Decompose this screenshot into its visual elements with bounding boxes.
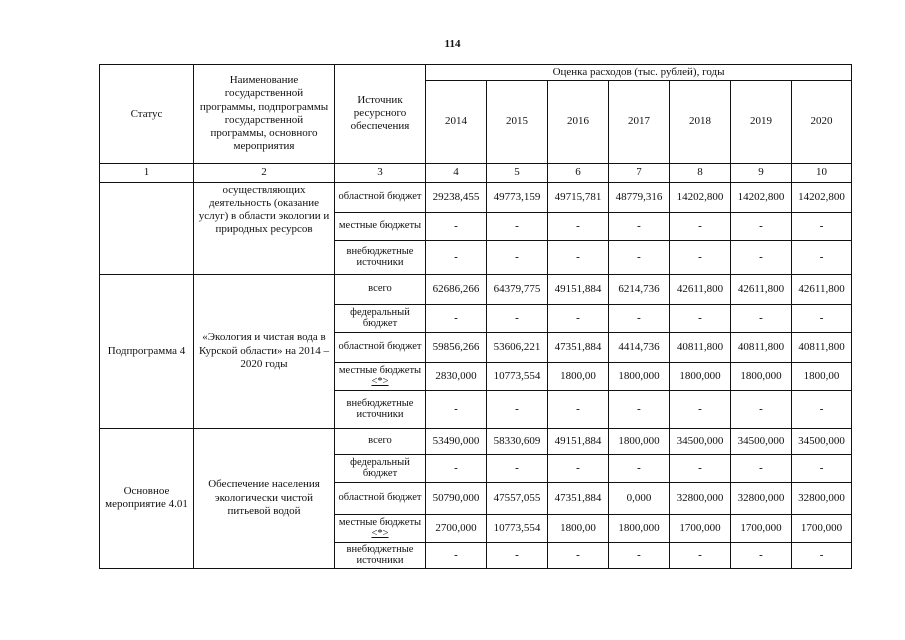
value-cell: - [548, 304, 609, 332]
row-name: осуществляющих деятельность (оказание услуг) в области экологии и природных ресурсов [194, 182, 335, 274]
value-cell: - [609, 304, 670, 332]
budget-table [99, 64, 852, 569]
row-source [335, 454, 426, 482]
value-cell: - [792, 212, 852, 240]
row-source [335, 514, 426, 542]
value-cell: 1800,000 [731, 362, 792, 390]
column-number: 5 [487, 163, 548, 182]
value-cell: 49151,884 [548, 274, 609, 304]
value-cell: - [426, 304, 487, 332]
value-cell: 1700,000 [792, 514, 852, 542]
table-row [100, 274, 852, 304]
value-cell: 32800,000 [731, 482, 792, 514]
value-cell: - [792, 542, 852, 568]
source-label: всего [368, 435, 392, 447]
value-cell: - [487, 542, 548, 568]
value-cell: - [548, 390, 609, 428]
source-label: местные бюджеты [338, 516, 422, 528]
row-name: Обеспечение населения экологически чистой питьевой водой [194, 428, 335, 568]
source-label: федеральный бюджет [350, 306, 410, 330]
row-name: «Экология и чистая вода в Курской области» на 2014 – 2020 годы [194, 274, 335, 428]
value-cell: 34500,000 [731, 428, 792, 454]
value-cell: 2700,000 [426, 514, 487, 542]
value-cell: 58330,609 [487, 428, 548, 454]
column-number: 2 [194, 163, 335, 182]
value-cell: 64379,775 [487, 274, 548, 304]
row-source [335, 274, 426, 304]
source-label: внебюджетные источники [346, 543, 414, 567]
column-number: 9 [731, 163, 792, 182]
row-source [335, 482, 426, 514]
value-cell: - [731, 542, 792, 568]
value-cell: 48779,316 [609, 182, 670, 212]
value-cell: 14202,800 [731, 182, 792, 212]
value-cell: - [426, 240, 487, 274]
source-label: всего [368, 283, 392, 295]
value-cell: 40811,800 [792, 332, 852, 362]
value-cell: 53490,000 [426, 428, 487, 454]
row-source [335, 182, 426, 212]
value-cell: - [609, 240, 670, 274]
column-number: 3 [335, 163, 426, 182]
value-cell: - [426, 212, 487, 240]
page-number: 114 [444, 38, 461, 50]
column-number: 4 [426, 163, 487, 182]
value-cell: 49715,781 [548, 182, 609, 212]
row-source [335, 304, 426, 332]
value-cell: 49151,884 [548, 428, 609, 454]
value-cell: 50790,000 [426, 482, 487, 514]
header-name: Наименование государственной программы, подпрограммы государственной программы, основного мероприятия [194, 65, 335, 164]
value-cell: - [670, 542, 731, 568]
value-cell: 53606,221 [487, 332, 548, 362]
value-cell: - [426, 542, 487, 568]
value-cell: - [426, 390, 487, 428]
source-label: областной бюджет [338, 191, 422, 203]
value-cell: - [487, 390, 548, 428]
value-cell: - [731, 304, 792, 332]
value-cell: 6214,736 [609, 274, 670, 304]
table-row [100, 428, 852, 454]
header-source: Источник ресурсного обеспечения [335, 65, 426, 164]
footnote-link[interactable]: <*> [371, 376, 389, 388]
value-cell: 40811,800 [731, 332, 792, 362]
header-year: 2020 [792, 80, 852, 163]
value-cell: - [548, 240, 609, 274]
source-label: областной бюджет [338, 341, 422, 353]
value-cell: - [670, 240, 731, 274]
value-cell: 0,000 [609, 482, 670, 514]
value-cell: 34500,000 [792, 428, 852, 454]
value-cell: 1700,000 [731, 514, 792, 542]
row-source [335, 428, 426, 454]
value-cell: 34500,000 [670, 428, 731, 454]
value-cell: 32800,000 [792, 482, 852, 514]
source-label: внебюджетные источники [346, 397, 414, 421]
value-cell: 42611,800 [792, 274, 852, 304]
header-year: 2014 [426, 80, 487, 163]
value-cell: 4414,736 [609, 332, 670, 362]
value-cell: 40811,800 [670, 332, 731, 362]
value-cell: - [670, 390, 731, 428]
column-number: 1 [100, 163, 194, 182]
header-year: 2017 [609, 80, 670, 163]
value-cell: 47351,884 [548, 332, 609, 362]
value-cell: 47557,055 [487, 482, 548, 514]
value-cell: - [487, 454, 548, 482]
row-source [335, 332, 426, 362]
source-label: областной бюджет [338, 492, 422, 504]
value-cell: - [548, 212, 609, 240]
column-number: 10 [792, 163, 852, 182]
column-number: 7 [609, 163, 670, 182]
value-cell: - [670, 304, 731, 332]
value-cell: 32800,000 [670, 482, 731, 514]
source-label: местные бюджеты [338, 364, 422, 376]
value-cell: - [731, 240, 792, 274]
row-status [100, 182, 194, 274]
header-year: 2015 [487, 80, 548, 163]
value-cell: 42611,800 [731, 274, 792, 304]
value-cell: 1700,000 [670, 514, 731, 542]
value-cell: - [792, 240, 852, 274]
value-cell: - [487, 240, 548, 274]
value-cell: - [731, 390, 792, 428]
value-cell: 1800,000 [670, 362, 731, 390]
value-cell: - [670, 212, 731, 240]
row-status: Основное мероприятие 4.01 [100, 428, 194, 568]
row-source [335, 390, 426, 428]
value-cell: 14202,800 [792, 182, 852, 212]
value-cell: 14202,800 [670, 182, 731, 212]
header-year: 2016 [548, 80, 609, 163]
footnote-link[interactable]: <*> [371, 528, 389, 540]
value-cell: - [792, 390, 852, 428]
value-cell: - [487, 304, 548, 332]
header-year: 2018 [670, 80, 731, 163]
value-cell: - [487, 212, 548, 240]
value-cell: 1800,000 [609, 362, 670, 390]
value-cell: 1800,00 [792, 362, 852, 390]
value-cell: - [548, 542, 609, 568]
row-source [335, 240, 426, 274]
value-cell: 1800,000 [609, 428, 670, 454]
row-source [335, 362, 426, 390]
header-status: Статус [100, 65, 194, 164]
column-number: 8 [670, 163, 731, 182]
value-cell: 62686,266 [426, 274, 487, 304]
value-cell: 2830,000 [426, 362, 487, 390]
table-row [100, 182, 852, 212]
value-cell: 10773,554 [487, 362, 548, 390]
header-expenses: Оценка расходов (тыс. рублей), годы [426, 65, 852, 81]
column-number: 6 [548, 163, 609, 182]
header-year: 2019 [731, 80, 792, 163]
value-cell: - [426, 454, 487, 482]
source-label: внебюджетные источники [346, 245, 414, 269]
row-source [335, 212, 426, 240]
value-cell: 59856,266 [426, 332, 487, 362]
value-cell: - [548, 454, 609, 482]
value-cell: 1800,00 [548, 362, 609, 390]
value-cell: 29238,455 [426, 182, 487, 212]
value-cell: 42611,800 [670, 274, 731, 304]
row-source [335, 542, 426, 568]
value-cell: - [609, 454, 670, 482]
value-cell: - [609, 390, 670, 428]
value-cell: - [792, 304, 852, 332]
value-cell: 1800,00 [548, 514, 609, 542]
value-cell: - [609, 212, 670, 240]
value-cell: 49773,159 [487, 182, 548, 212]
value-cell: 1800,000 [609, 514, 670, 542]
value-cell: - [609, 542, 670, 568]
value-cell: - [731, 454, 792, 482]
row-status: Подпрограмма 4 [100, 274, 194, 428]
value-cell: - [731, 212, 792, 240]
value-cell: - [792, 454, 852, 482]
value-cell: - [670, 454, 731, 482]
value-cell: 10773,554 [487, 514, 548, 542]
value-cell: 47351,884 [548, 482, 609, 514]
source-label: федеральный бюджет [350, 456, 410, 480]
source-label: местные бюджеты [338, 220, 422, 232]
